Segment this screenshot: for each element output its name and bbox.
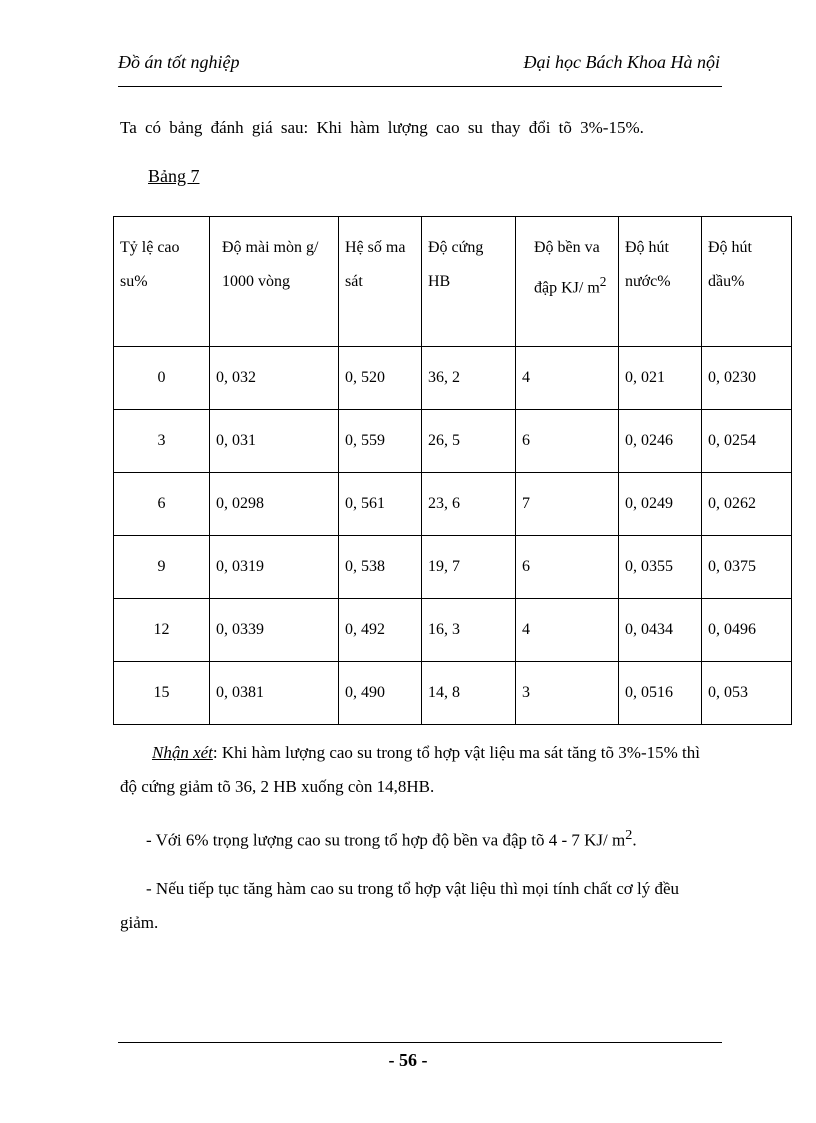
cell-wear: 0, 031 xyxy=(210,410,339,473)
page-number: - 56 - xyxy=(388,1050,428,1070)
bullet-1-end: . xyxy=(632,830,637,850)
data-table xyxy=(113,216,792,725)
header-divider xyxy=(118,86,722,87)
cell-impact: 4 xyxy=(516,347,619,410)
header-impact-strength xyxy=(516,217,619,347)
table-row xyxy=(114,347,792,410)
header-impact-text: Độ bền va đập KJ/ m xyxy=(534,239,600,297)
cell-water: 0, 0355 xyxy=(619,536,702,599)
cell-hardness: 16, 3 xyxy=(422,599,516,662)
cell-hardness: 14, 8 xyxy=(422,662,516,725)
header-right-title: Đại học Bách Khoa Hà nội xyxy=(523,52,720,72)
cell-wear: 0, 0298 xyxy=(210,473,339,536)
header-friction-coefficient: Hệ số ma sát xyxy=(339,217,422,347)
cell-oil: 0, 053 xyxy=(702,662,792,725)
header-wear-text: Độ mài mòn g/ 1000 vòng xyxy=(222,239,319,290)
header-impact-superscript: 2 xyxy=(599,274,607,289)
cell-friction: 0, 538 xyxy=(339,536,422,599)
cell-oil: 0, 0230 xyxy=(702,347,792,410)
cell-hardness: 26, 5 xyxy=(422,410,516,473)
cell-friction: 0, 490 xyxy=(339,662,422,725)
table-row xyxy=(114,410,792,473)
cell-rubber-ratio: 3 xyxy=(114,410,210,473)
bullet-1-text: - Với 6% trọng lượng cao su trong tổ hợp độ bền va đập tõ 4 - 7 KJ/ m xyxy=(146,830,626,850)
cell-wear: 0, 032 xyxy=(210,347,339,410)
cell-friction: 0, 492 xyxy=(339,599,422,662)
cell-hardness: 19, 7 xyxy=(422,536,516,599)
cell-oil: 0, 0375 xyxy=(702,536,792,599)
remarks-bullet-1 xyxy=(120,818,720,858)
header-wear xyxy=(210,217,339,347)
cell-wear: 0, 0339 xyxy=(210,599,339,662)
remarks-text: : Khi hàm lượng cao su trong tổ hợp vật liệu ma sát tăng tõ 3%-15% thì độ cứng giảm tõ 36, 2 HB xuống còn 14,8HB. xyxy=(120,743,700,796)
cell-water: 0, 0434 xyxy=(619,599,702,662)
header-rubber-ratio: Tỷ lệ cao su% xyxy=(114,217,210,347)
cell-water: 0, 0246 xyxy=(619,410,702,473)
cell-wear: 0, 0319 xyxy=(210,536,339,599)
cell-water: 0, 021 xyxy=(619,347,702,410)
cell-friction: 0, 561 xyxy=(339,473,422,536)
cell-rubber-ratio: 6 xyxy=(114,473,210,536)
remarks-bullet-2: - Nếu tiếp tục tăng hàm cao su trong tổ hợp vật liệu thì mọi tính chất cơ lý đều giảm. xyxy=(120,878,680,932)
cell-impact: 7 xyxy=(516,473,619,536)
table-row xyxy=(114,599,792,662)
cell-oil: 0, 0496 xyxy=(702,599,792,662)
intro-paragraph: Ta có bảng đánh giá sau: Khi hàm lượng cao su thay đổi tõ 3%-15%. xyxy=(120,118,644,137)
footer-divider xyxy=(118,1042,722,1043)
table-header-row xyxy=(114,217,792,347)
remarks-paragraph xyxy=(120,736,720,804)
cell-rubber-ratio: 0 xyxy=(114,347,210,410)
cell-friction: 0, 559 xyxy=(339,410,422,473)
cell-water: 0, 0249 xyxy=(619,473,702,536)
header-oil-absorption: Độ hút dầu% xyxy=(702,217,792,347)
page-header xyxy=(118,52,722,80)
remarks-label: Nhận xét xyxy=(152,743,213,762)
cell-wear: 0, 0381 xyxy=(210,662,339,725)
table-row xyxy=(114,662,792,725)
cell-rubber-ratio: 15 xyxy=(114,662,210,725)
table-row xyxy=(114,473,792,536)
cell-water: 0, 0516 xyxy=(619,662,702,725)
bullet-1-superscript: 2 xyxy=(625,827,633,843)
cell-rubber-ratio: 9 xyxy=(114,536,210,599)
cell-impact: 6 xyxy=(516,410,619,473)
cell-hardness: 36, 2 xyxy=(422,347,516,410)
remarks-section xyxy=(120,736,720,954)
header-water-absorption: Độ hút nước% xyxy=(619,217,702,347)
cell-hardness: 23, 6 xyxy=(422,473,516,536)
header-left-title: Đồ án tốt nghiệp xyxy=(118,52,240,72)
cell-rubber-ratio: 12 xyxy=(114,599,210,662)
table-caption: Bảng 7 xyxy=(148,166,200,186)
cell-impact: 6 xyxy=(516,536,619,599)
cell-friction: 0, 520 xyxy=(339,347,422,410)
header-hardness: Độ cứng HB xyxy=(422,217,516,347)
cell-oil: 0, 0254 xyxy=(702,410,792,473)
cell-impact: 3 xyxy=(516,662,619,725)
table-row xyxy=(114,536,792,599)
cell-impact: 4 xyxy=(516,599,619,662)
cell-oil: 0, 0262 xyxy=(702,473,792,536)
